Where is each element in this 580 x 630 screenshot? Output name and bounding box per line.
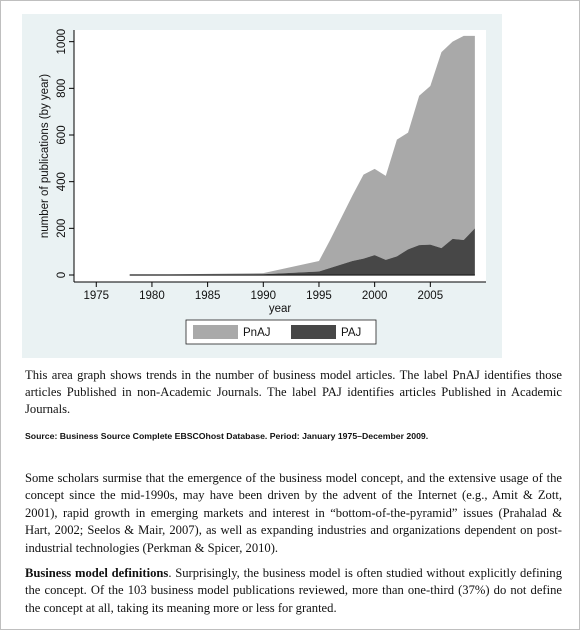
x-axis-title: year — [268, 303, 292, 315]
body-paragraph: Some scholars surmise that the emergence of the business model concept, and the extensive usage of the concept since the mid-1990s, may have been driven by the advent of the Internet (e.g., Amit & Zott, 2001), rapid growth in emerging markets and interest in “bottom-of-the-pyramid” issues (Prahalad & Hart, 2002; Seelos & Mair, 2007), as well as expanding industries and organizations dependent on post-industrial technologies (Perkman & Spicer, 2010). — [25, 471, 562, 555]
legend-swatch-pnaj — [193, 325, 238, 339]
y-axis-title: number of publications (by year) — [39, 73, 51, 239]
legend-label-paj: PAJ — [341, 327, 362, 339]
y-tick-label: 800 — [56, 78, 68, 98]
x-tick-label: 1975 — [83, 290, 110, 302]
body-paragraph-definitions — [25, 565, 562, 617]
figure-source: Source: Business Source Complete EBSCOhost Database. Period: January 1975–December 2009. — [25, 431, 429, 441]
legend-label-pnaj: PnAJ — [243, 327, 271, 339]
x-tick-label: 1995 — [306, 290, 332, 302]
legend-swatch-paj — [291, 325, 336, 339]
y-tick-label: 200 — [56, 218, 68, 238]
area-chart — [22, 14, 502, 358]
x-tick-label: 1985 — [194, 290, 221, 302]
x-tick-label: 2005 — [417, 290, 444, 302]
y-tick-label: 400 — [56, 172, 68, 192]
y-tick-label: 1000 — [56, 28, 68, 55]
figure-caption: This area graph shows trends in the number of business model articles. The label PnAJ identifies those articles Published in non-Academic Journals. The label PAJ identifies articles Published in Academic Journals. — [25, 368, 562, 417]
x-tick-label: 1980 — [139, 290, 165, 302]
x-tick-label: 2000 — [361, 290, 388, 302]
figure-panel — [22, 14, 502, 358]
y-tick-label: 0 — [56, 271, 68, 279]
paragraph-text: . Surprisingly, the business model is often studied without explicitly defining the concept. Of the 103 business model publications reviewed, more than one-third (37%) do not define the concept at all, taking its meaning more or less for granted. — [25, 566, 562, 615]
y-tick-label: 600 — [56, 125, 68, 145]
x-tick-label: 1990 — [250, 290, 277, 302]
paragraph-heading: Business model definitions — [25, 566, 169, 580]
